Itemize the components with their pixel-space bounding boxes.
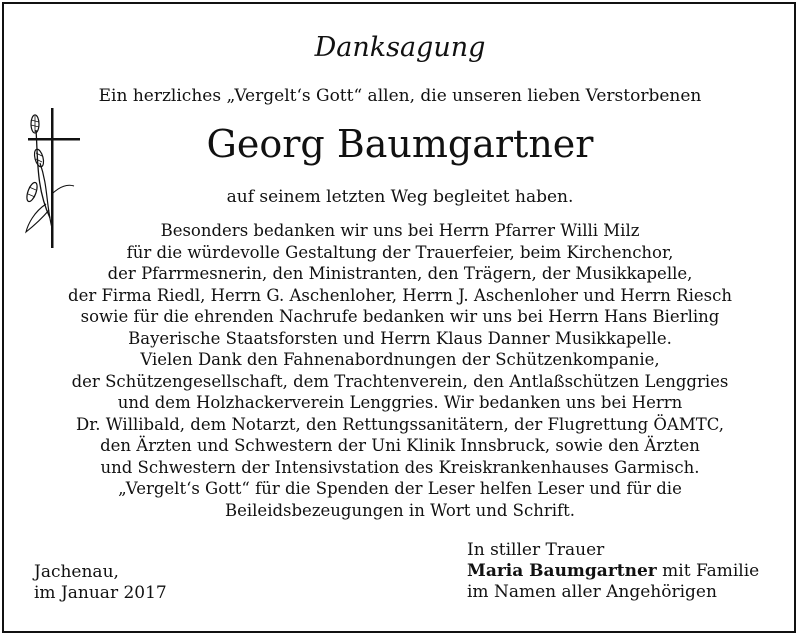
body-line: Besonders bedanken wir uns bei Herrn Pfarrer Willi Milz: [160, 221, 640, 240]
body-line: für die würdevolle Gestaltung der Trauerfeier, beim Kirchenchor,: [126, 242, 674, 262]
body-line: Vielen Dank den Fahnenabordnungen der Schützenkompanie,: [140, 350, 660, 369]
date-line: im Januar 2017: [34, 583, 167, 603]
body-line: Beileidsbezeugungen in Wort und Schrift.: [224, 500, 575, 520]
body-line: und Schwestern der Intensivstation des Kreiskrankenhauses Garmisch.: [100, 457, 700, 477]
place-date: [34, 562, 167, 604]
body-line: und dem Holzhackerverein Lenggries. Wir bedanken uns bei Herrn: [117, 393, 683, 412]
mourning-line: In stiller Trauer: [467, 540, 605, 560]
body-line: sowie für die ehrenden Nachrufe bedanken wir uns bei Herrn Hans Bierling: [80, 307, 720, 326]
intro-line: Ein herzliches „Vergelt‘s Gott“ allen, die unseren lieben Verstorbenen: [98, 86, 702, 106]
body-line: der Schützengesellschaft, dem Trachtenverein, den Antlaßschützen Lenggries: [71, 371, 729, 391]
mourner-suffix: mit Familie: [656, 561, 760, 581]
mourner-line: [467, 561, 759, 582]
body-line: der Pfarrmesnerin, den Ministranten, den Trägern, der Musikkapelle,: [107, 264, 693, 283]
signature-block: [467, 540, 759, 603]
deceased-name: Georg Baumgartner: [206, 122, 594, 166]
place-line: Jachenau,: [34, 562, 119, 582]
mourner-name: Maria Baumgartner: [467, 561, 657, 581]
body-line: „Vergelt‘s Gott“ für die Spenden der Leser helfen Leser und für die: [118, 479, 682, 498]
body-line: Dr. Willibald, dem Notarzt, den Rettungssanitätern, der Flugrettung ÖAMTC,: [75, 414, 725, 434]
subline: auf seinem letzten Weg begleitet haben.: [226, 187, 574, 207]
body-line: Bayerische Staatsforsten und Herrn Klaus Danner Musikkapelle.: [128, 328, 672, 348]
thanks-body: [0, 220, 800, 521]
notice-heading: Danksagung: [314, 32, 486, 63]
body-line: den Ärzten und Schwestern der Uni Klinik Innsbruck, sowie den Ärzten: [100, 436, 700, 455]
relatives-line: im Namen aller Angehörigen: [467, 582, 717, 602]
body-line: der Firma Riedl, Herrn G. Aschenloher, Herrn J. Aschenloher und Herrn Riesch: [68, 285, 732, 305]
